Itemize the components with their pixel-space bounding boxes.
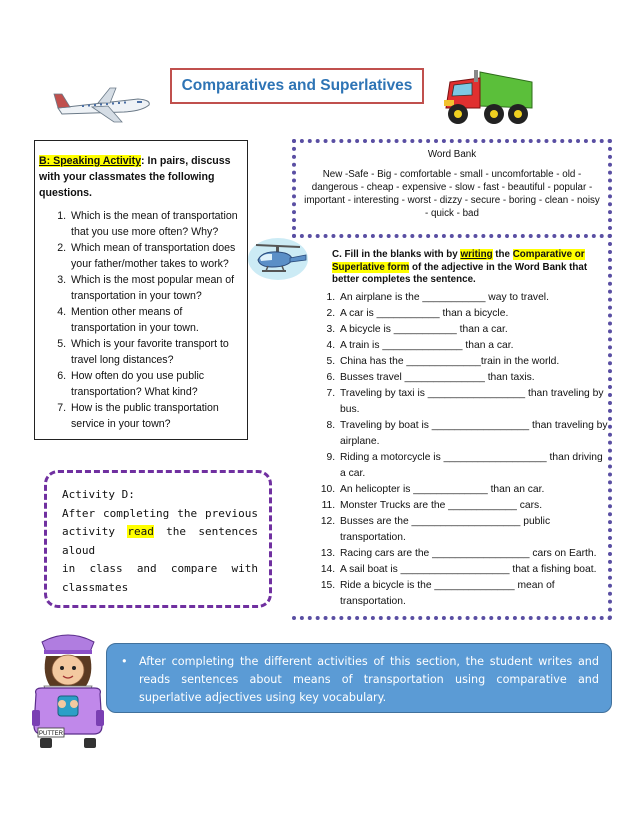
activity-d-line (62, 523, 258, 560)
activity-d-title: Activity D: (62, 488, 135, 501)
speaking-heading (39, 153, 243, 201)
sentence-list (294, 290, 610, 610)
sentence-item: 4. A train is ______________ than a car. (338, 338, 610, 354)
sentence-item: 15. Ride a bicycle is the ______________ mean of transportation. (338, 578, 610, 610)
activity-d-line: in class and compare with (62, 562, 258, 575)
sentence-item: 12. Busses are the ___________________ public transportation. (338, 514, 610, 546)
sentence-item: 11. Monster Trucks are the ____________ cars. (338, 498, 610, 514)
sentence-item: 5. China has the _____________train in the world. (338, 354, 610, 370)
sentence-item: 6. Busses travel ______________ than taxis. (338, 370, 610, 386)
speaking-label: B: Speaking Activity (39, 155, 142, 167)
sentence-item: 10. An helicopter is _____________ than an car. (338, 482, 610, 498)
word-bank (292, 139, 612, 238)
sentence-list-wrap (294, 290, 610, 610)
question-list (39, 208, 243, 432)
activity-d-post: the sentences aloud (62, 525, 258, 557)
title-box (170, 68, 424, 104)
sentence-item: 13. Racing cars are the _________________ cars on Earth. (338, 546, 610, 562)
question-item: 3. Which is the most popular mean of transportation in your town? (69, 272, 243, 304)
activity-d-line: After completing the previous (62, 506, 258, 520)
question-item: 4. Mention other means of transportation in your town. (69, 304, 243, 336)
putter-car-illustration (28, 630, 110, 750)
instruction-text: C. Fill in the blanks with by (332, 249, 461, 260)
activity-d-read: read (127, 525, 154, 538)
instruction-text: the (492, 249, 513, 260)
question-item: 1. Which is the mean of transportation that you use more often? Why? (69, 208, 243, 240)
question-item: 5. Which is your favorite transport to travel long distances? (69, 336, 243, 368)
sentence-item: 14. A sail boat is ___________________ that a fishing boat. (338, 562, 610, 578)
bullet-icon: • (121, 655, 128, 668)
activity-d-text (62, 486, 258, 597)
question-item: 7. How is the public transportation service in your town? (69, 400, 243, 432)
page-title: Comparatives and Superlatives (181, 77, 413, 94)
sentence-item: 7. Traveling by taxi is _________________ than traveling by bus. (338, 386, 610, 418)
instruction-form: Comparative or Superlative form (332, 249, 585, 273)
sentence-item: 3. A bicycle is ___________ than a car. (338, 322, 610, 338)
airplane-icon (52, 82, 154, 126)
learning-goal-text: After completing the different activities of this section, the student writes and reads sentences about means of transportation using comparative and superlative adjectives using key vocabulary. (139, 655, 599, 704)
instruction-writing: writing (460, 249, 493, 260)
sentence-item: 8. Traveling by boat is _________________ than traveling by airplane. (338, 418, 610, 450)
learning-goal-box (106, 643, 612, 713)
truck-icon (440, 68, 536, 128)
speaking-intro: : In pairs, discuss with your classmates the following questions. (39, 155, 231, 199)
sentence-item: 1. An airplane is the ___________ way to travel. (338, 290, 610, 306)
word-bank-title: Word Bank (427, 149, 477, 160)
activity-d-line: classmates (62, 580, 129, 594)
sentence-item: 2. A car is ___________ than a bicycle. (338, 306, 610, 322)
word-bank-words: New -Safe - Big - comfortable - small - uncomfortable - old - dangerous - cheap - expensive - slow - fast - beautiful - popular - important - interesting - worst - dizzy - secure - boring - clean - noisy - quick - bad (304, 169, 600, 219)
sentence-item: 9. Riding a motorcycle is __________________ than driving a car. (338, 450, 610, 482)
instruction-text: of the adjective in the Word Bank that better completes the sentence. (332, 261, 588, 285)
putter-sign: PUTTER (39, 731, 63, 737)
question-item: 2. Which mean of transportation does your father/mother takes to work? (69, 240, 243, 272)
question-item: 6. How often do you use public transportation? What kind? (69, 368, 243, 400)
speaking-activity-box (34, 140, 248, 440)
activity-d-pre: activity (62, 525, 128, 538)
activity-c-instructions (332, 249, 608, 287)
